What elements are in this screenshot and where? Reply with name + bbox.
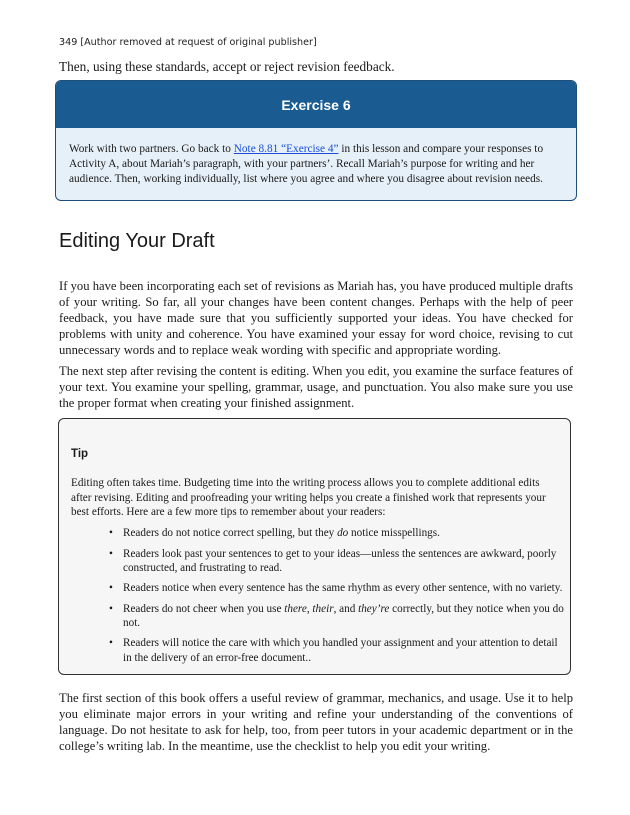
list-item: • Readers look past your sentences to get to your ideas—unless the sentences are awkward, poorly constructed, and frustrating to read. bbox=[109, 547, 557, 574]
bullet-icon: • bbox=[109, 547, 113, 560]
bullet-icon: • bbox=[109, 527, 113, 539]
tip-box bbox=[58, 418, 571, 675]
exercise-title: Exercise 6 bbox=[56, 81, 576, 128]
exercise-text-before: Work with two partners. Go back to bbox=[69, 143, 234, 155]
list-item: • Readers notice when every sentence has the same rhythm as every other sentence, with no variety. bbox=[109, 582, 563, 595]
list-item: • Readers do not notice correct spelling, but they do notice misspellings. bbox=[109, 527, 440, 539]
exercise-text bbox=[56, 128, 576, 188]
page-header: 349 [Author removed at request of original publisher] bbox=[59, 37, 317, 48]
tip-title: Tip bbox=[71, 448, 89, 460]
exercise-text-after: in this lesson and compare your responses to Activity A, about Mariah’s paragraph, with your partners’. Recall Mariah’s purpose for writing and her audience. Then, working individually, list where you agree and where you disagree about revision needs. bbox=[69, 143, 544, 186]
list-item: • Readers will notice the care with which you handled your assignment and your attention to detail in the delivery of an error-free document.. bbox=[109, 637, 558, 664]
paragraph-editing: The next step after revising the content is editing. When you edit, you examine the surface features of your text. You examine your spelling, grammar, usage, and punctuation. You also make sure you use the proper format when creating your finished assignment. bbox=[59, 364, 573, 411]
bullet-icon: • bbox=[109, 582, 113, 595]
tip-list bbox=[109, 526, 564, 671]
list-item: • Readers do not cheer when you use there, their, and they’re correctly, but they notice when you do not. bbox=[109, 602, 564, 629]
section-heading: Editing Your Draft bbox=[59, 230, 215, 252]
exercise-4-link[interactable]: Note 8.81 “Exercise 4” bbox=[233, 143, 339, 155]
bullet-icon: • bbox=[109, 637, 113, 650]
intro-sentence: Then, using these standards, accept or reject revision feedback. bbox=[59, 59, 395, 74]
tip-intro: Editing often takes time. Budgeting time into the writing process allows you to complete additional edits after revising. Editing and proofreading your writing helps you create a finished work that represents your best efforts. Here are a few more tips to remember about your readers: bbox=[71, 477, 546, 519]
bullet-icon: • bbox=[109, 602, 113, 615]
paragraph-grammar-review: The first section of this book offers a useful review of grammar, mechanics, and usage. Use it to help you eliminate major errors in your writing and refine your understanding of the conventions of language. Do not hesitate to ask for help, too, from peer tutors in your academic department or in the college’s writing lab. In the meantime, use the checklist to help you edit your writing. bbox=[59, 691, 573, 754]
exercise-box bbox=[55, 80, 577, 201]
paragraph-revisions: If you have been incorporating each set of revisions as Mariah has, you have produced multiple drafts of your writing. So far, all your changes have been content changes. Perhaps with the help of peer feedback, you have made sure that you sufficiently supported your ideas. You have checked for problems with unity and coherence. You have examined your essay for word choice, revising to cut unnecessary words and to replace weak wording with specific and appropriate wording. bbox=[59, 279, 573, 358]
